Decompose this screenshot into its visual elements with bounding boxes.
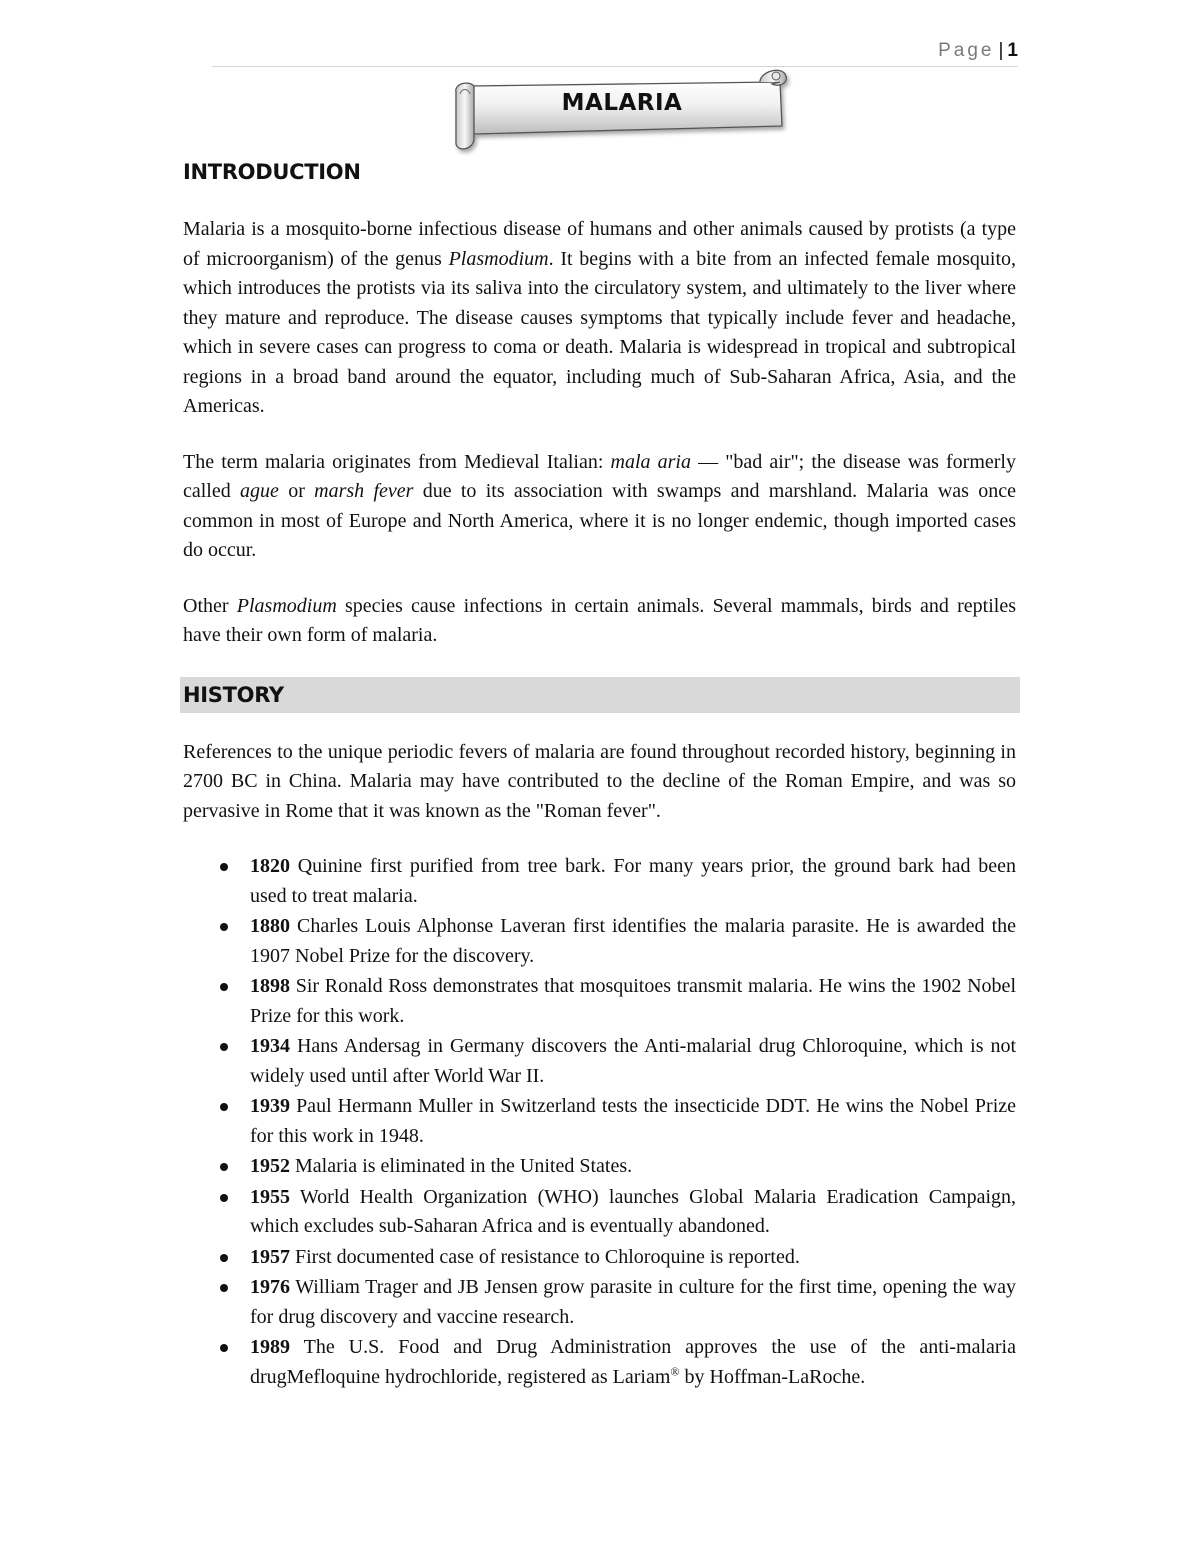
text-run: species cause infections in certain animals. Several mammals, birds and reptiles have their own form of malaria. xyxy=(183,594,1016,646)
italic-term: Plasmodium xyxy=(448,247,549,270)
timeline-text: by Hoffman-LaRoche. xyxy=(679,1365,866,1388)
timeline-text: The U.S. Food and Drug Administration approves the use of the anti-malaria drugMefloquine hydrochloride, registered as Lariam xyxy=(250,1336,1016,1388)
bullet-icon xyxy=(220,1284,228,1292)
text-run: — "bad air"; the disease was formerly called xyxy=(183,450,1016,502)
page-separator: | xyxy=(998,40,1004,61)
timeline-item xyxy=(183,1183,1016,1242)
timeline-year: 1934 xyxy=(250,1035,290,1057)
text-run: Malaria is a mosquito-borne infectious disease of humans and other animals caused by protists (a type of microorganism) of the genus xyxy=(183,218,1016,270)
timeline-text: Paul Hermann Muller in Switzerland tests the insecticide DDT. He wins the Nobel Prize for this work in 1948. xyxy=(250,1095,1016,1147)
timeline-text: Quinine first purified from tree bark. For many years prior, the ground bark had been used to treat malaria. xyxy=(250,855,1016,907)
timeline-item xyxy=(183,912,1016,971)
timeline-year: 1898 xyxy=(250,975,290,997)
bullet-icon xyxy=(220,1194,228,1202)
introduction-heading: INTRODUCTION xyxy=(183,160,361,184)
timeline-item xyxy=(183,1092,1016,1151)
timeline-text: Hans Andersag in Germany discovers the Anti-malarial drug Chloroquine, which is not widely used until after World War II. xyxy=(250,1035,1016,1087)
bullet-icon xyxy=(220,983,228,991)
timeline-text: First documented case of resistance to Chloroquine is reported. xyxy=(290,1245,800,1268)
timeline-item xyxy=(183,852,1016,911)
timeline-year: 1976 xyxy=(250,1276,290,1298)
timeline-year: 1957 xyxy=(250,1245,290,1268)
text-run: Other xyxy=(183,594,237,617)
timeline-text: Charles Louis Alphonse Laveran first identifies the malaria parasite. He is awarded the 1907 Nobel Prize for the discovery. xyxy=(250,915,1016,967)
timeline-year: 1989 xyxy=(250,1336,290,1358)
page-header xyxy=(212,40,1018,67)
text-run: due to its association with swamps and marshland. Malaria was once common in most of Europe and North America, where it is no longer endemic, though imported cases do occur. xyxy=(183,480,1016,561)
italic-term: marsh fever xyxy=(314,480,414,502)
italic-term: Plasmodium xyxy=(236,594,337,617)
timeline-text: World Health Organization (WHO) launches Global Malaria Eradication Campaign, which excludes sub-Saharan Africa and is eventually abandoned. xyxy=(250,1185,1016,1237)
timeline-year: 1880 xyxy=(250,915,290,937)
history-heading: HISTORY xyxy=(180,677,1020,713)
bullet-icon xyxy=(220,1254,228,1262)
timeline-text: Sir Ronald Ross demonstrates that mosquitoes transmit malaria. He wins the 1902 Nobel Prize for this work. xyxy=(250,975,1016,1027)
page-label: Page xyxy=(938,40,995,61)
document-body xyxy=(183,155,1016,1393)
timeline-item xyxy=(183,1243,1016,1273)
text-run: The term malaria originates from Medieval Italian: xyxy=(183,450,611,473)
bullet-icon xyxy=(220,1163,228,1171)
history-timeline xyxy=(183,852,1016,1392)
bullet-icon xyxy=(220,1103,228,1111)
bullet-icon xyxy=(220,1043,228,1051)
timeline-year: 1939 xyxy=(250,1095,290,1117)
registered-mark: ® xyxy=(670,1363,680,1378)
timeline-text: Malaria is eliminated in the United States. xyxy=(290,1155,633,1177)
italic-term: mala aria xyxy=(610,450,691,473)
timeline-year: 1955 xyxy=(250,1185,290,1208)
timeline-year: 1952 xyxy=(250,1155,290,1177)
timeline-text: William Trager and JB Jensen grow parasite in culture for the first time, opening the way for drug discovery and vaccine research. xyxy=(250,1276,1016,1328)
italic-term: ague xyxy=(240,480,279,502)
text-run: or xyxy=(278,480,315,502)
bullet-icon xyxy=(220,1344,228,1352)
timeline-item xyxy=(183,1152,1016,1182)
history-paragraph: References to the unique periodic fevers of malaria are found throughout recorded history, beginning in 2700 BC in China. Malaria may have contributed to the decline of the Roman Empire, and was so pervasive in Rome that it was known as the "Roman fever". xyxy=(183,740,1016,822)
page-number: 1 xyxy=(1007,40,1018,61)
timeline-item xyxy=(183,1333,1016,1392)
text-run: . It begins with a bite from an infected female mosquito, which introduces the protists via its saliva into the circulatory system, and ultimately to the liver where they mature and reproduce. The disease causes symptoms that typically include fever and headache, which in severe cases can progress to coma or death. Malaria is widespread in tropical and subtropical regions in a broad band around the equator, including much of Sub-Saharan Africa, Asia, and the Americas. xyxy=(183,247,1017,417)
banner-title: MALARIA xyxy=(561,90,683,116)
timeline-item xyxy=(183,1032,1016,1091)
bullet-icon xyxy=(220,923,228,931)
intro-paragraph-2 xyxy=(183,448,1016,566)
timeline-year: 1820 xyxy=(250,855,290,877)
bullet-icon xyxy=(220,863,228,871)
intro-paragraph-1 xyxy=(183,215,1016,422)
timeline-item xyxy=(183,1273,1016,1332)
intro-paragraph-3 xyxy=(183,592,1016,651)
timeline-item xyxy=(183,972,1016,1031)
